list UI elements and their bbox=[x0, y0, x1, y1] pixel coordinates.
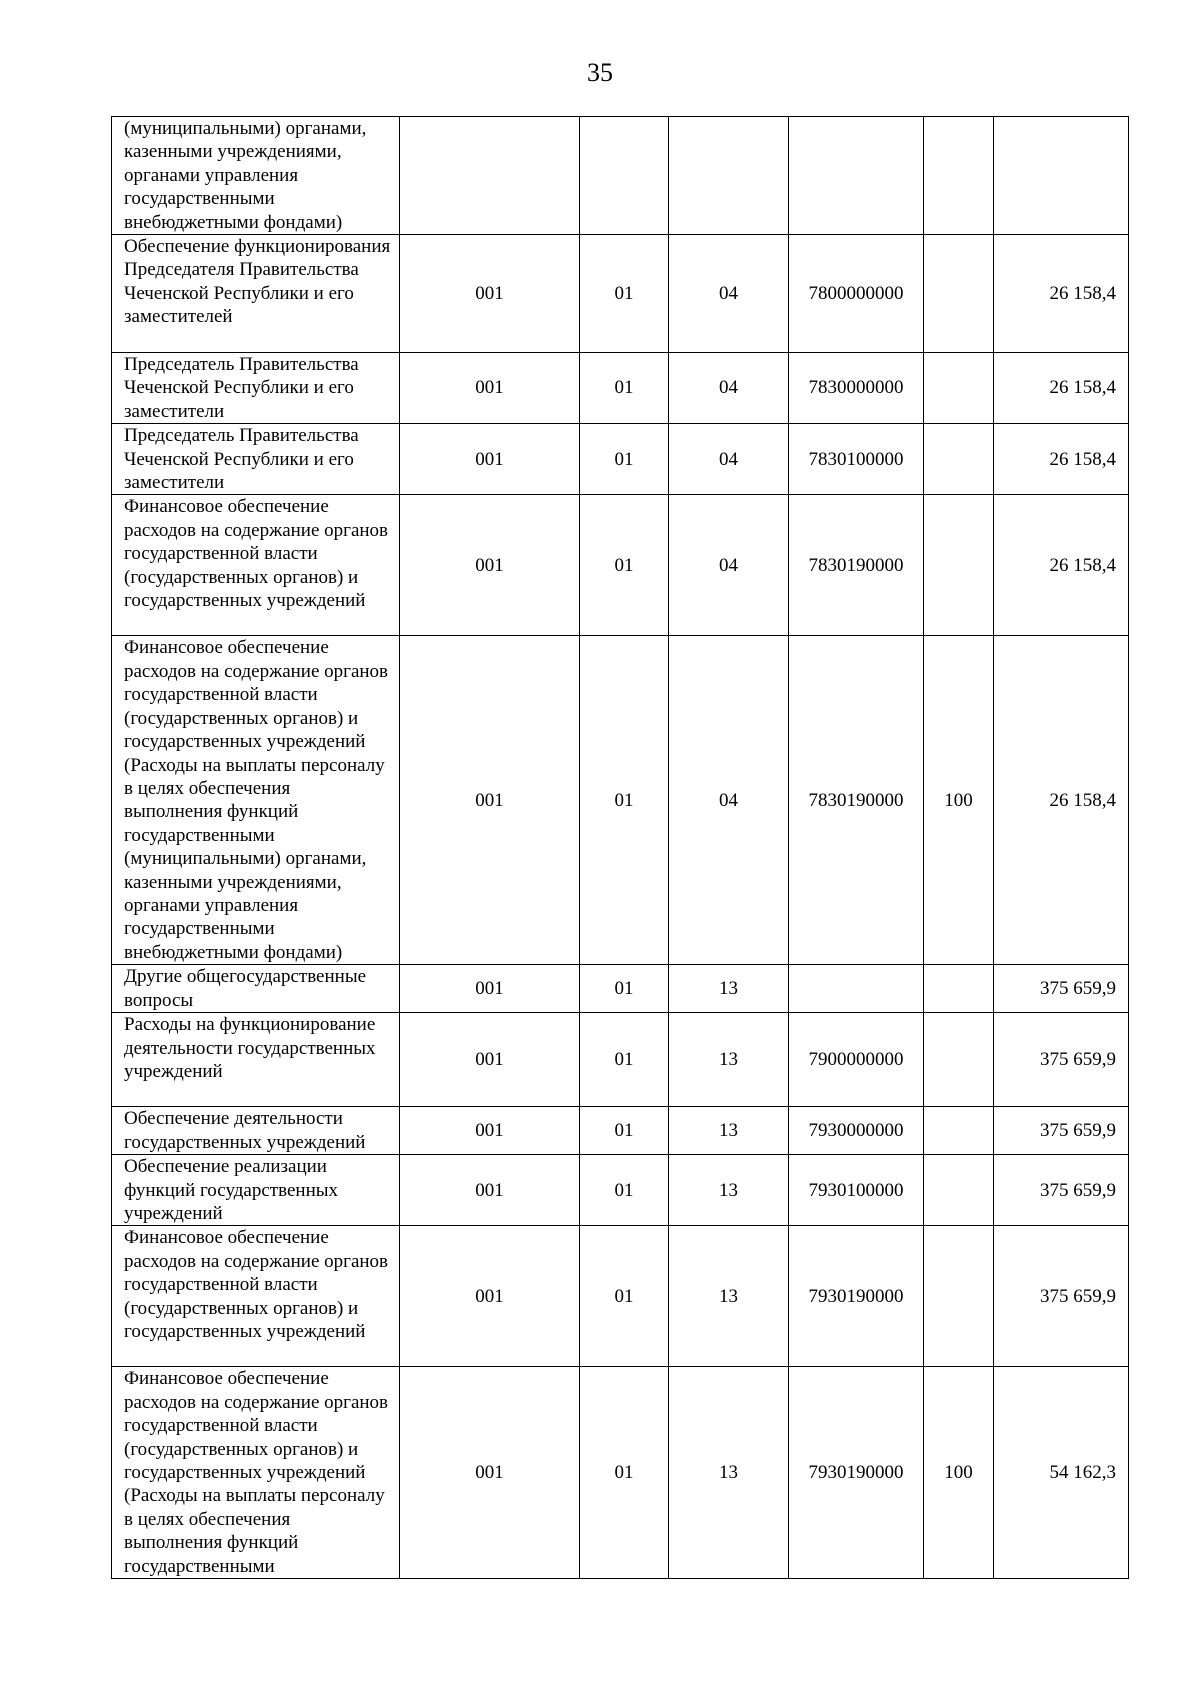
target-article-cell: 7930190000 bbox=[789, 1367, 924, 1579]
expense-type-cell: 100 bbox=[924, 636, 994, 965]
target-article-cell: 7830100000 bbox=[789, 424, 924, 495]
subsection-code-cell: 13 bbox=[669, 1226, 789, 1367]
subsection-code-cell: 13 bbox=[669, 1367, 789, 1579]
table-row bbox=[112, 424, 1129, 495]
section-code-cell: 01 bbox=[580, 495, 669, 636]
subsection-code-cell: 04 bbox=[669, 235, 789, 353]
ministry-code-cell: 001 bbox=[400, 1013, 580, 1107]
target-article-cell: 7830190000 bbox=[789, 495, 924, 636]
expense-type-cell bbox=[924, 117, 994, 235]
ministry-code-cell: 001 bbox=[400, 636, 580, 965]
subsection-code-cell: 04 bbox=[669, 636, 789, 965]
section-code-cell: 01 bbox=[580, 235, 669, 353]
budget-table bbox=[111, 116, 1129, 1579]
section-code-cell: 01 bbox=[580, 353, 669, 424]
row-name-cell: (муниципальными) органами, казенными учреждениями, органами управления государственными внебюджетными фондами) bbox=[112, 117, 400, 235]
ministry-code-cell: 001 bbox=[400, 424, 580, 495]
row-name-cell: Финансовое обеспечение расходов на содержание органов государственной власти (государственных органов) и государственных учреждений (Расходы на выплаты персоналу в целях обеспечения выполнения функций государственными (муниципальными) органами, казенными учреждениями, органами управления государственными внебюджетными фондами) bbox=[112, 636, 400, 965]
target-article-cell: 7830190000 bbox=[789, 636, 924, 965]
amount-cell: 26 158,4 bbox=[994, 636, 1129, 965]
ministry-code-cell: 001 bbox=[400, 1155, 580, 1226]
target-article-cell: 7930000000 bbox=[789, 1107, 924, 1155]
target-article-cell bbox=[789, 117, 924, 235]
table-row bbox=[112, 1367, 1129, 1579]
expense-type-cell bbox=[924, 1107, 994, 1155]
amount-cell: 26 158,4 bbox=[994, 235, 1129, 353]
table-row bbox=[112, 1013, 1129, 1107]
expense-type-cell bbox=[924, 1013, 994, 1107]
section-code-cell: 01 bbox=[580, 1367, 669, 1579]
section-code-cell: 01 bbox=[580, 1013, 669, 1107]
ministry-code-cell: 001 bbox=[400, 1367, 580, 1579]
target-article-cell: 7800000000 bbox=[789, 235, 924, 353]
row-name-cell: Финансовое обеспечение расходов на содержание органов государственной власти (государственных органов) и государственных учреждений (Расходы на выплаты персоналу в целях обеспечения выполнения функций государственными bbox=[112, 1367, 400, 1579]
table-row bbox=[112, 353, 1129, 424]
table-body bbox=[112, 117, 1129, 1579]
amount-cell: 26 158,4 bbox=[994, 353, 1129, 424]
ministry-code-cell bbox=[400, 117, 580, 235]
section-code-cell: 01 bbox=[580, 1155, 669, 1226]
row-name-cell: Расходы на функционирование деятельности государственных учреждений bbox=[112, 1013, 400, 1107]
subsection-code-cell: 13 bbox=[669, 965, 789, 1013]
amount-cell: 375 659,9 bbox=[994, 1226, 1129, 1367]
amount-cell: 26 158,4 bbox=[994, 424, 1129, 495]
table-row bbox=[112, 1155, 1129, 1226]
ministry-code-cell: 001 bbox=[400, 965, 580, 1013]
section-code-cell: 01 bbox=[580, 636, 669, 965]
expense-type-cell: 100 bbox=[924, 1367, 994, 1579]
amount-cell: 26 158,4 bbox=[994, 495, 1129, 636]
subsection-code-cell: 13 bbox=[669, 1013, 789, 1107]
row-name-cell: Финансовое обеспечение расходов на содержание органов государственной власти (государственных органов) и государственных учреждений bbox=[112, 495, 400, 636]
expense-type-cell bbox=[924, 965, 994, 1013]
target-article-cell: 7930190000 bbox=[789, 1226, 924, 1367]
row-name-cell: Другие общегосударственные вопросы bbox=[112, 965, 400, 1013]
table-row bbox=[112, 495, 1129, 636]
expense-type-cell bbox=[924, 353, 994, 424]
subsection-code-cell bbox=[669, 117, 789, 235]
expense-type-cell bbox=[924, 235, 994, 353]
table-row bbox=[112, 1107, 1129, 1155]
page-number: 35 bbox=[587, 58, 613, 87]
row-name-cell: Финансовое обеспечение расходов на содержание органов государственной власти (государственных органов) и государственных учреждений bbox=[112, 1226, 400, 1367]
target-article-cell: 7900000000 bbox=[789, 1013, 924, 1107]
ministry-code-cell: 001 bbox=[400, 1226, 580, 1367]
amount-cell: 375 659,9 bbox=[994, 1107, 1129, 1155]
amount-cell: 375 659,9 bbox=[994, 1013, 1129, 1107]
section-code-cell: 01 bbox=[580, 965, 669, 1013]
subsection-code-cell: 04 bbox=[669, 495, 789, 636]
row-name-cell: Председатель Правительства Чеченской Республики и его заместители bbox=[112, 353, 400, 424]
ministry-code-cell: 001 bbox=[400, 353, 580, 424]
amount-cell: 375 659,9 bbox=[994, 1155, 1129, 1226]
target-article-cell bbox=[789, 965, 924, 1013]
section-code-cell bbox=[580, 117, 669, 235]
target-article-cell: 7830000000 bbox=[789, 353, 924, 424]
section-code-cell: 01 bbox=[580, 1226, 669, 1367]
expense-type-cell bbox=[924, 1155, 994, 1226]
row-name-cell: Обеспечение реализации функций государственных учреждений bbox=[112, 1155, 400, 1226]
section-code-cell: 01 bbox=[580, 1107, 669, 1155]
row-name-cell: Обеспечение деятельности государственных учреждений bbox=[112, 1107, 400, 1155]
expense-type-cell bbox=[924, 424, 994, 495]
table-row bbox=[112, 117, 1129, 235]
subsection-code-cell: 13 bbox=[669, 1107, 789, 1155]
subsection-code-cell: 04 bbox=[669, 424, 789, 495]
expense-type-cell bbox=[924, 1226, 994, 1367]
table-row bbox=[112, 235, 1129, 353]
section-code-cell: 01 bbox=[580, 424, 669, 495]
ministry-code-cell: 001 bbox=[400, 235, 580, 353]
row-name-cell: Обеспечение функционирования Председателя Правительства Чеченской Республики и его заместителей bbox=[112, 235, 400, 353]
target-article-cell: 7930100000 bbox=[789, 1155, 924, 1226]
amount-cell: 375 659,9 bbox=[994, 965, 1129, 1013]
amount-cell bbox=[994, 117, 1129, 235]
subsection-code-cell: 13 bbox=[669, 1155, 789, 1226]
table-row bbox=[112, 965, 1129, 1013]
table-row bbox=[112, 636, 1129, 965]
table-row bbox=[112, 1226, 1129, 1367]
subsection-code-cell: 04 bbox=[669, 353, 789, 424]
row-name-cell: Председатель Правительства Чеченской Республики и его заместители bbox=[112, 424, 400, 495]
expense-type-cell bbox=[924, 495, 994, 636]
amount-cell: 54 162,3 bbox=[994, 1367, 1129, 1579]
ministry-code-cell: 001 bbox=[400, 1107, 580, 1155]
ministry-code-cell: 001 bbox=[400, 495, 580, 636]
